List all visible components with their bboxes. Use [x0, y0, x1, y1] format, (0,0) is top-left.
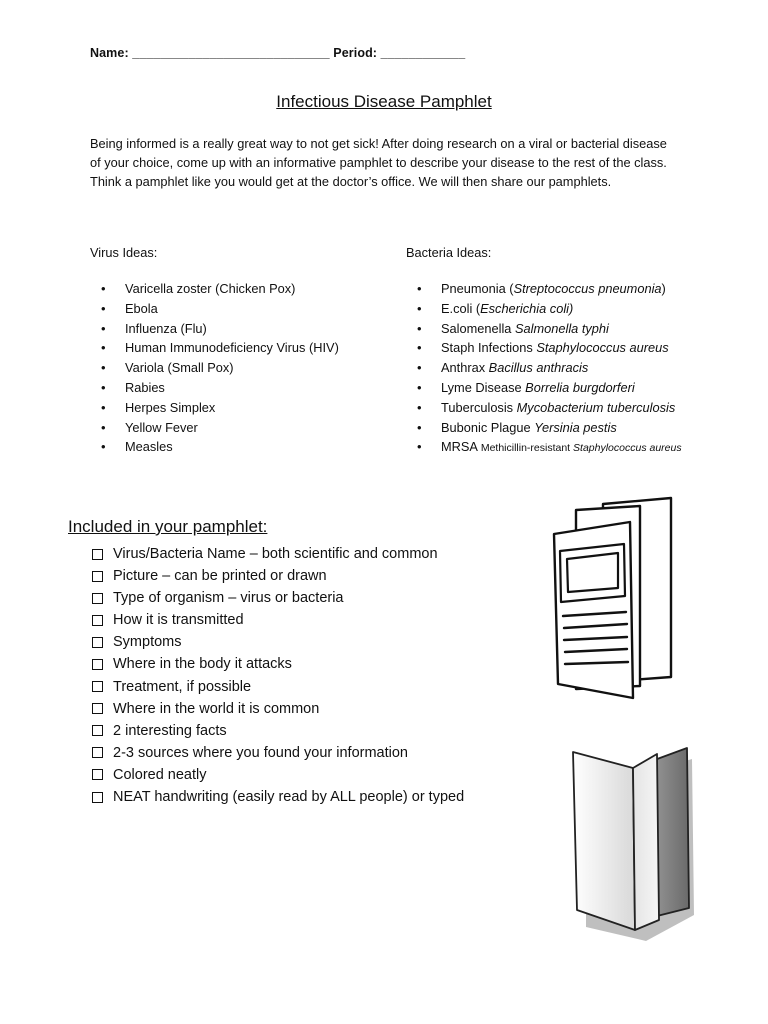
- list-item: • Bubonic Plague Yersinia pestis: [406, 418, 682, 438]
- list-item: • Rabies: [90, 378, 339, 398]
- list-item: • Measles: [90, 437, 339, 457]
- intro-paragraph: Being informed is a really great way to not get sick! After doing research on a viral or bacterial disease of your choice, come up with an informative pamphlet to describe your disease to the rest of the class. Think a pamphlet like you would get at the doctor’s office. We will then share our pamphlets.: [90, 136, 667, 190]
- list-item: • E.coli (Escherichia coli): [406, 299, 682, 319]
- bacteria-ideas-list: [406, 279, 682, 457]
- list-item: • Lyme Disease Borrelia burgdorferi: [406, 378, 682, 398]
- checklist-item: Colored neatly: [92, 764, 464, 786]
- checkbox-icon: [92, 769, 103, 780]
- list-item: • Influenza (Flu): [90, 319, 339, 339]
- included-heading: Included in your pamphlet:: [68, 517, 268, 536]
- checklist-item: How it is transmitted: [92, 609, 464, 631]
- checklist-item: NEAT handwriting (easily read by ALL people) or typed: [92, 786, 464, 808]
- checklist-item: 2-3 sources where you found your information: [92, 742, 464, 764]
- list-item: • Human Immunodeficiency Virus (HIV): [90, 338, 339, 358]
- checklist-item: Treatment, if possible: [92, 676, 464, 698]
- checkbox-icon: [92, 571, 103, 582]
- folded-pamphlet-icon: [565, 742, 695, 942]
- list-item: • Anthrax Bacillus anthracis: [406, 358, 682, 378]
- checkbox-icon: [92, 681, 103, 692]
- checkbox-icon: [92, 703, 103, 714]
- checkbox-icon: [92, 725, 103, 736]
- list-item: • Yellow Fever: [90, 418, 339, 438]
- list-item: • Varicella zoster (Chicken Pox): [90, 279, 339, 299]
- name-period-line: Name: ____________________________ Period: ____________: [90, 46, 466, 60]
- page-title: Infectious Disease Pamphlet: [276, 92, 492, 111]
- checklist-item: Where in the world it is common: [92, 698, 464, 720]
- list-item: • Pneumonia (Streptococcus pneumonia): [406, 279, 682, 299]
- trifold-brochure-icon: [540, 492, 685, 707]
- virus-ideas-heading: Virus Ideas:: [90, 245, 158, 260]
- list-item: • Tuberculosis Mycobacterium tuberculosis: [406, 398, 682, 418]
- list-item: • Ebola: [90, 299, 339, 319]
- list-item: • Variola (Small Pox): [90, 358, 339, 378]
- checkbox-icon: [92, 549, 103, 560]
- checkbox-icon: [92, 615, 103, 626]
- checklist-item: Symptoms: [92, 631, 464, 653]
- checklist-item: Picture – can be printed or drawn: [92, 565, 464, 587]
- checklist-item: Where in the body it attacks: [92, 653, 464, 675]
- checklist-item: Virus/Bacteria Name – both scientific and common: [92, 543, 464, 565]
- checkbox-icon: [92, 637, 103, 648]
- list-item: • Staph Infections Staphylococcus aureus: [406, 338, 682, 358]
- list-item: • Salomenella Salmonella typhi: [406, 319, 682, 339]
- bacteria-ideas-heading: Bacteria Ideas:: [406, 245, 492, 260]
- checkbox-icon: [92, 792, 103, 803]
- checklist-item: 2 interesting facts: [92, 720, 464, 742]
- virus-ideas-list: [90, 279, 339, 457]
- checkbox-icon: [92, 747, 103, 758]
- included-checklist: [92, 543, 464, 808]
- list-item: • Herpes Simplex: [90, 398, 339, 418]
- checkbox-icon: [92, 593, 103, 604]
- list-item: • MRSA Methicillin-resistant Staphylococcus aureus: [406, 437, 682, 457]
- checkbox-icon: [92, 659, 103, 670]
- checklist-item: Type of organism – virus or bacteria: [92, 587, 464, 609]
